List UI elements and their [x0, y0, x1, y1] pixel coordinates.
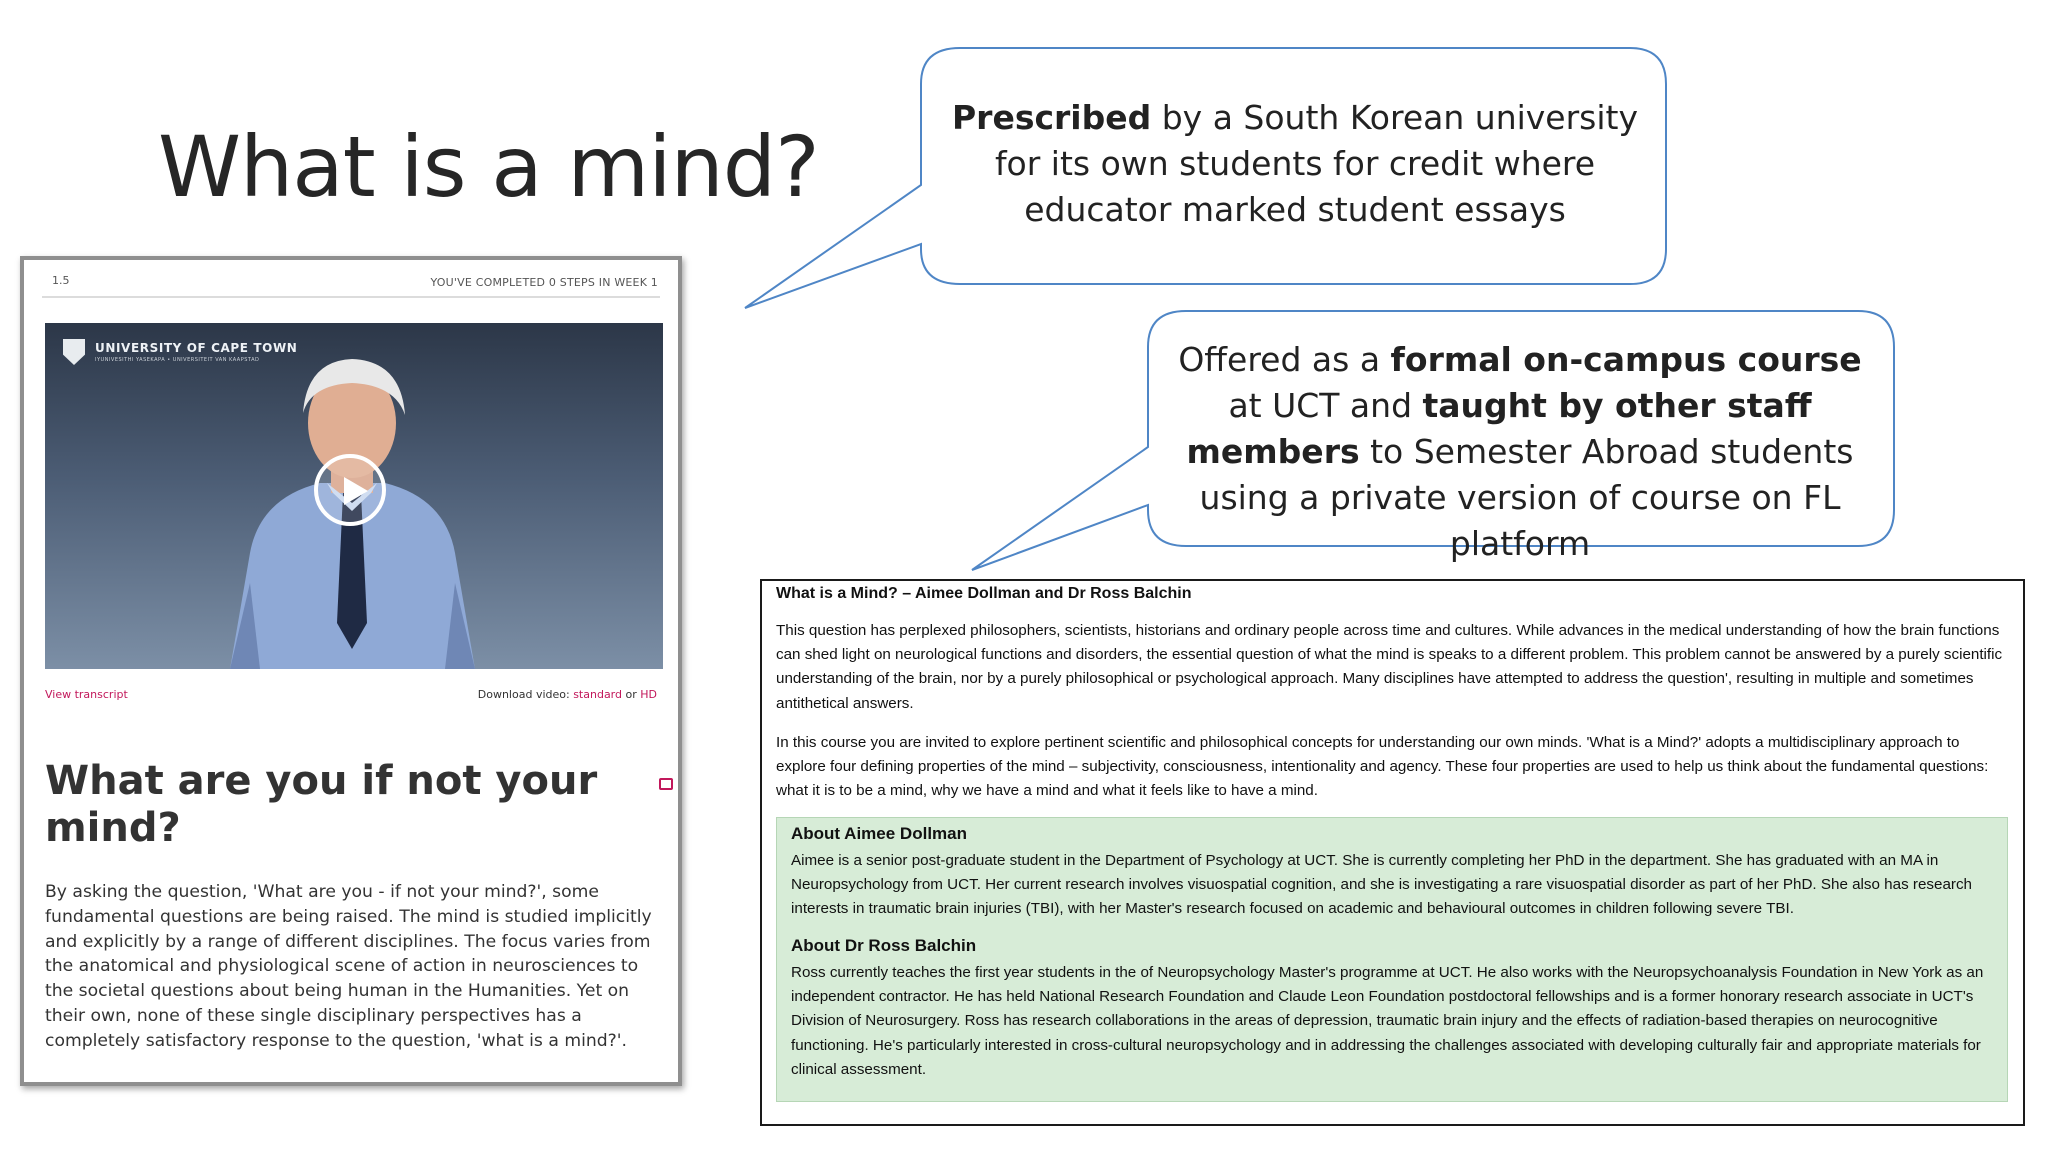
step-progress-bar	[42, 268, 660, 298]
bio-heading-ross: About Dr Ross Balchin	[791, 936, 977, 955]
video-links	[45, 688, 657, 704]
futurelearn-step-screenshot	[20, 256, 682, 1086]
step-number: 1.5	[52, 274, 70, 287]
callout-text: by a South Korean university for its own students for credit where educator marked student essays	[994, 98, 1638, 229]
bio-heading-aimee: About Aimee Dollman	[791, 824, 967, 843]
slide-title: What is a mind?	[158, 118, 819, 216]
uct-logo-subtext: IYUNIVESITHI YASEKAPA • UNIVERSITEIT VAN KAAPSTAD	[95, 357, 260, 363]
callout-bold: formal on-campus course	[1390, 340, 1862, 379]
educator-bios-box	[776, 817, 2008, 1102]
week-progress-text: YOU'VE COMPLETED 0 STEPS IN WEEK 1	[430, 276, 658, 289]
callout-text: Offered as a	[1178, 340, 1391, 379]
uct-logo-text: UNIVERSITY OF CAPE TOWN	[95, 341, 298, 355]
course-description-paragraph: This question has perplexed philosophers, scientists, historians and ordinary people across time and cultures. While advances in the medical understanding of how the brain functions can shed light on neurological functions and disorders, the essential question of what the mind is speaks to a different problem. This problem cannot be answered by a purely scientific understanding of the brain, nor by a purely philosophical or psychological approach. Many disciplines have attempted to address the question', resulting in multiple and sometimes antithetical answers.	[776, 622, 2003, 712]
step-heading: What are you if not your mind?	[45, 758, 598, 851]
callout-text-offered	[1160, 337, 1880, 567]
callout-text-prescribed	[935, 95, 1655, 233]
download-hd-link[interactable]: HD	[640, 688, 657, 701]
course-description-panel	[760, 579, 2025, 1126]
download-or: or	[622, 688, 641, 701]
bio-text-ross: Ross currently teaches the first year students in the of Neuropsychology Master's programme at UCT. He also works with the Neuropsychoanalysis Foundation in New York as an independent contractor. He has held National Research Foundation and Claude Leon Foundation postdoctoral fellowships and is a former honorary research associate in UCT's Division of Neurosurgery. Ross has research collaborations in the areas of depression, traumatic brain injury and the effects of radiation-based therapies on neurocognitive functioning. He's particularly interested in cross-cultural neuropsychology and in addressing the challenges associated with developing culturally fair and appropriate materials for clinical assessment.	[791, 964, 1984, 1078]
view-transcript-link[interactable]: View transcript	[45, 688, 128, 701]
video-player[interactable]	[45, 323, 663, 669]
callout-text: to Semester Abroad students using a private version of course on FL platform	[1199, 432, 1854, 563]
play-button[interactable]	[314, 454, 386, 526]
download-video	[478, 688, 657, 701]
download-label: Download video:	[477, 688, 574, 701]
course-description-title: What is a Mind? – Aimee Dollman and Dr Ross Balchin	[776, 585, 1192, 602]
comment-icon[interactable]	[659, 778, 673, 790]
course-description-paragraph: In this course you are invited to explore pertinent scientific and philosophical concepts for understanding our own minds. 'What is a Mind?' adopts a multidisciplinary approach to explore four defining properties of the mind – subjectivity, consciousness, intentionality and agency. These four properties are used to help us think about the fundamental questions: what it is to be a mind, why we have a mind and what it feels like to have a mind.	[776, 734, 1989, 800]
download-standard-link[interactable]: standard	[573, 688, 622, 701]
callout-bold: Prescribed	[951, 98, 1152, 137]
bio-text-aimee: Aimee is a senior post-graduate student in the Department of Psychology at UCT. She is currently completing her PhD in the department. She has graduated with an MA in Neuropsychology from UCT. Her current research involves visuospatial cognition, and she is investigating a rare visuospatial disorder as part of her PhD. She also has research interests in traumatic brain injuries (TBI), with her Master's research focused on academic and behavioural outcomes in children following severe TBI.	[791, 852, 1972, 918]
step-body-text: By asking the question, 'What are you - if not your mind?', some fundamental questions are being raised. The mind is studied implicitly and explicitly by a range of different disciplines. The focus varies from the anatomical and physiological scene of action in neurosciences to the societal questions about being human in the Humanities. Yet on their own, none of these single disciplinary perspectives has a completely satisfactory response to the question, 'what is a mind?'.	[45, 882, 652, 1051]
callout-text: at UCT and	[1228, 386, 1423, 425]
callout-bold: taught by other staff members	[1186, 386, 1812, 471]
